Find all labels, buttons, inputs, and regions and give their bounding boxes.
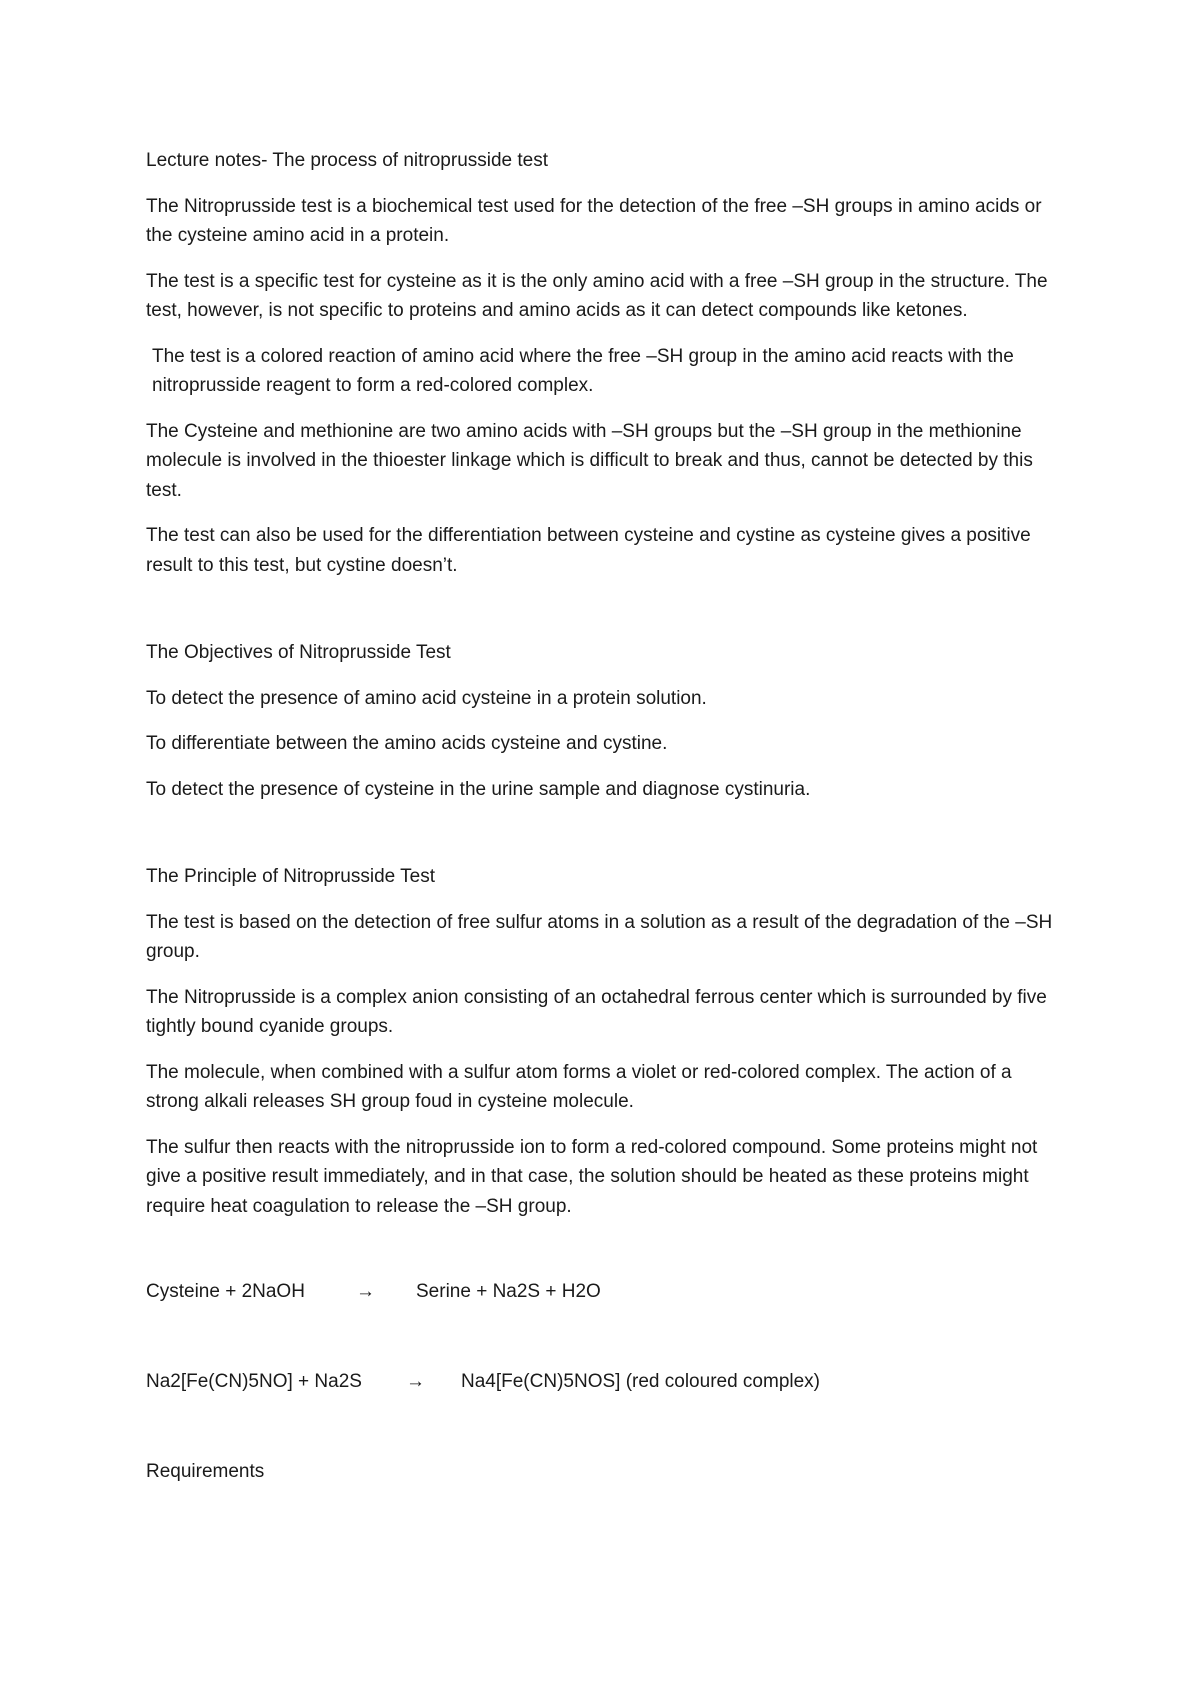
document-page [146, 146, 1066, 1503]
equation-reactants: Na2[Fe(CN)5NO] + Na2S [146, 1371, 362, 1392]
document-title: Lecture notes- The process of nitroprusside test [146, 150, 549, 171]
principle-heading: The Principle of Nitroprusside Test [146, 866, 435, 887]
equation-products: Na4[Fe(CN)5NOS] (red coloured complex) [461, 1371, 821, 1392]
principle-paragraph: The test is based on the detection of free sulfur atoms in a solution as a result of the degradation of the –SH group. [146, 911, 1053, 962]
principle-paragraph: The sulfur then reacts with the nitroprusside ion to form a red-colored compound. Some proteins might not give a positive result immediately, and in that case, the solution should be heated as these proteins might require heat coagulation to release the –SH group. [146, 1136, 1038, 1217]
equation-reactants: Cysteine + 2NaOH [146, 1281, 305, 1302]
equation-products: Serine + Na2S + H2O [416, 1281, 601, 1302]
reaction-equation-2 [146, 1367, 1066, 1397]
requirements-heading: Requirements [146, 1461, 265, 1482]
right-arrow-icon: → [356, 1281, 375, 1302]
objective-item: To detect the presence of amino acid cysteine in a protein solution. [146, 687, 707, 709]
intro-paragraph: The test is a colored reaction of amino acid where the free –SH group in the amino acid reacts with the nitroprusside reagent to form a red-colored complex. [152, 345, 1014, 396]
intro-paragraph: The Cysteine and methionine are two amino acids with –SH groups but the –SH group in the methionine molecule is involved in the thioester linkage which is difficult to break and thus, cannot be detected by this test. [146, 420, 1033, 501]
intro-paragraph: The test can also be used for the differentiation between cysteine and cystine as cysteine gives a positive result to this test, but cystine doesn’t. [146, 525, 1031, 576]
intro-paragraph: The test is a specific test for cysteine as it is the only amino acid with a free –SH group in the structure. The test, however, is not specific to proteins and amino acids as it can detect compounds like ketones. [146, 270, 1048, 321]
reaction-equation-1 [146, 1277, 1066, 1307]
objective-item: To detect the presence of cysteine in the urine sample and diagnose cystinuria. [146, 778, 811, 800]
right-arrow-icon: → [406, 1371, 425, 1392]
principle-paragraph: The Nitroprusside is a complex anion consisting of an octahedral ferrous center which is surrounded by five tightly bound cyanide groups. [146, 986, 1047, 1037]
principle-paragraph: The molecule, when combined with a sulfur atom forms a violet or red-colored complex. The action of a strong alkali releases SH group foud in cysteine molecule. [146, 1061, 1012, 1112]
intro-paragraph: The Nitroprusside test is a biochemical test used for the detection of the free –SH groups in amino acids or the cysteine amino acid in a protein. [146, 195, 1042, 246]
objective-item: To differentiate between the amino acids cysteine and cystine. [146, 733, 668, 754]
objectives-heading: The Objectives of Nitroprusside Test [146, 642, 451, 663]
